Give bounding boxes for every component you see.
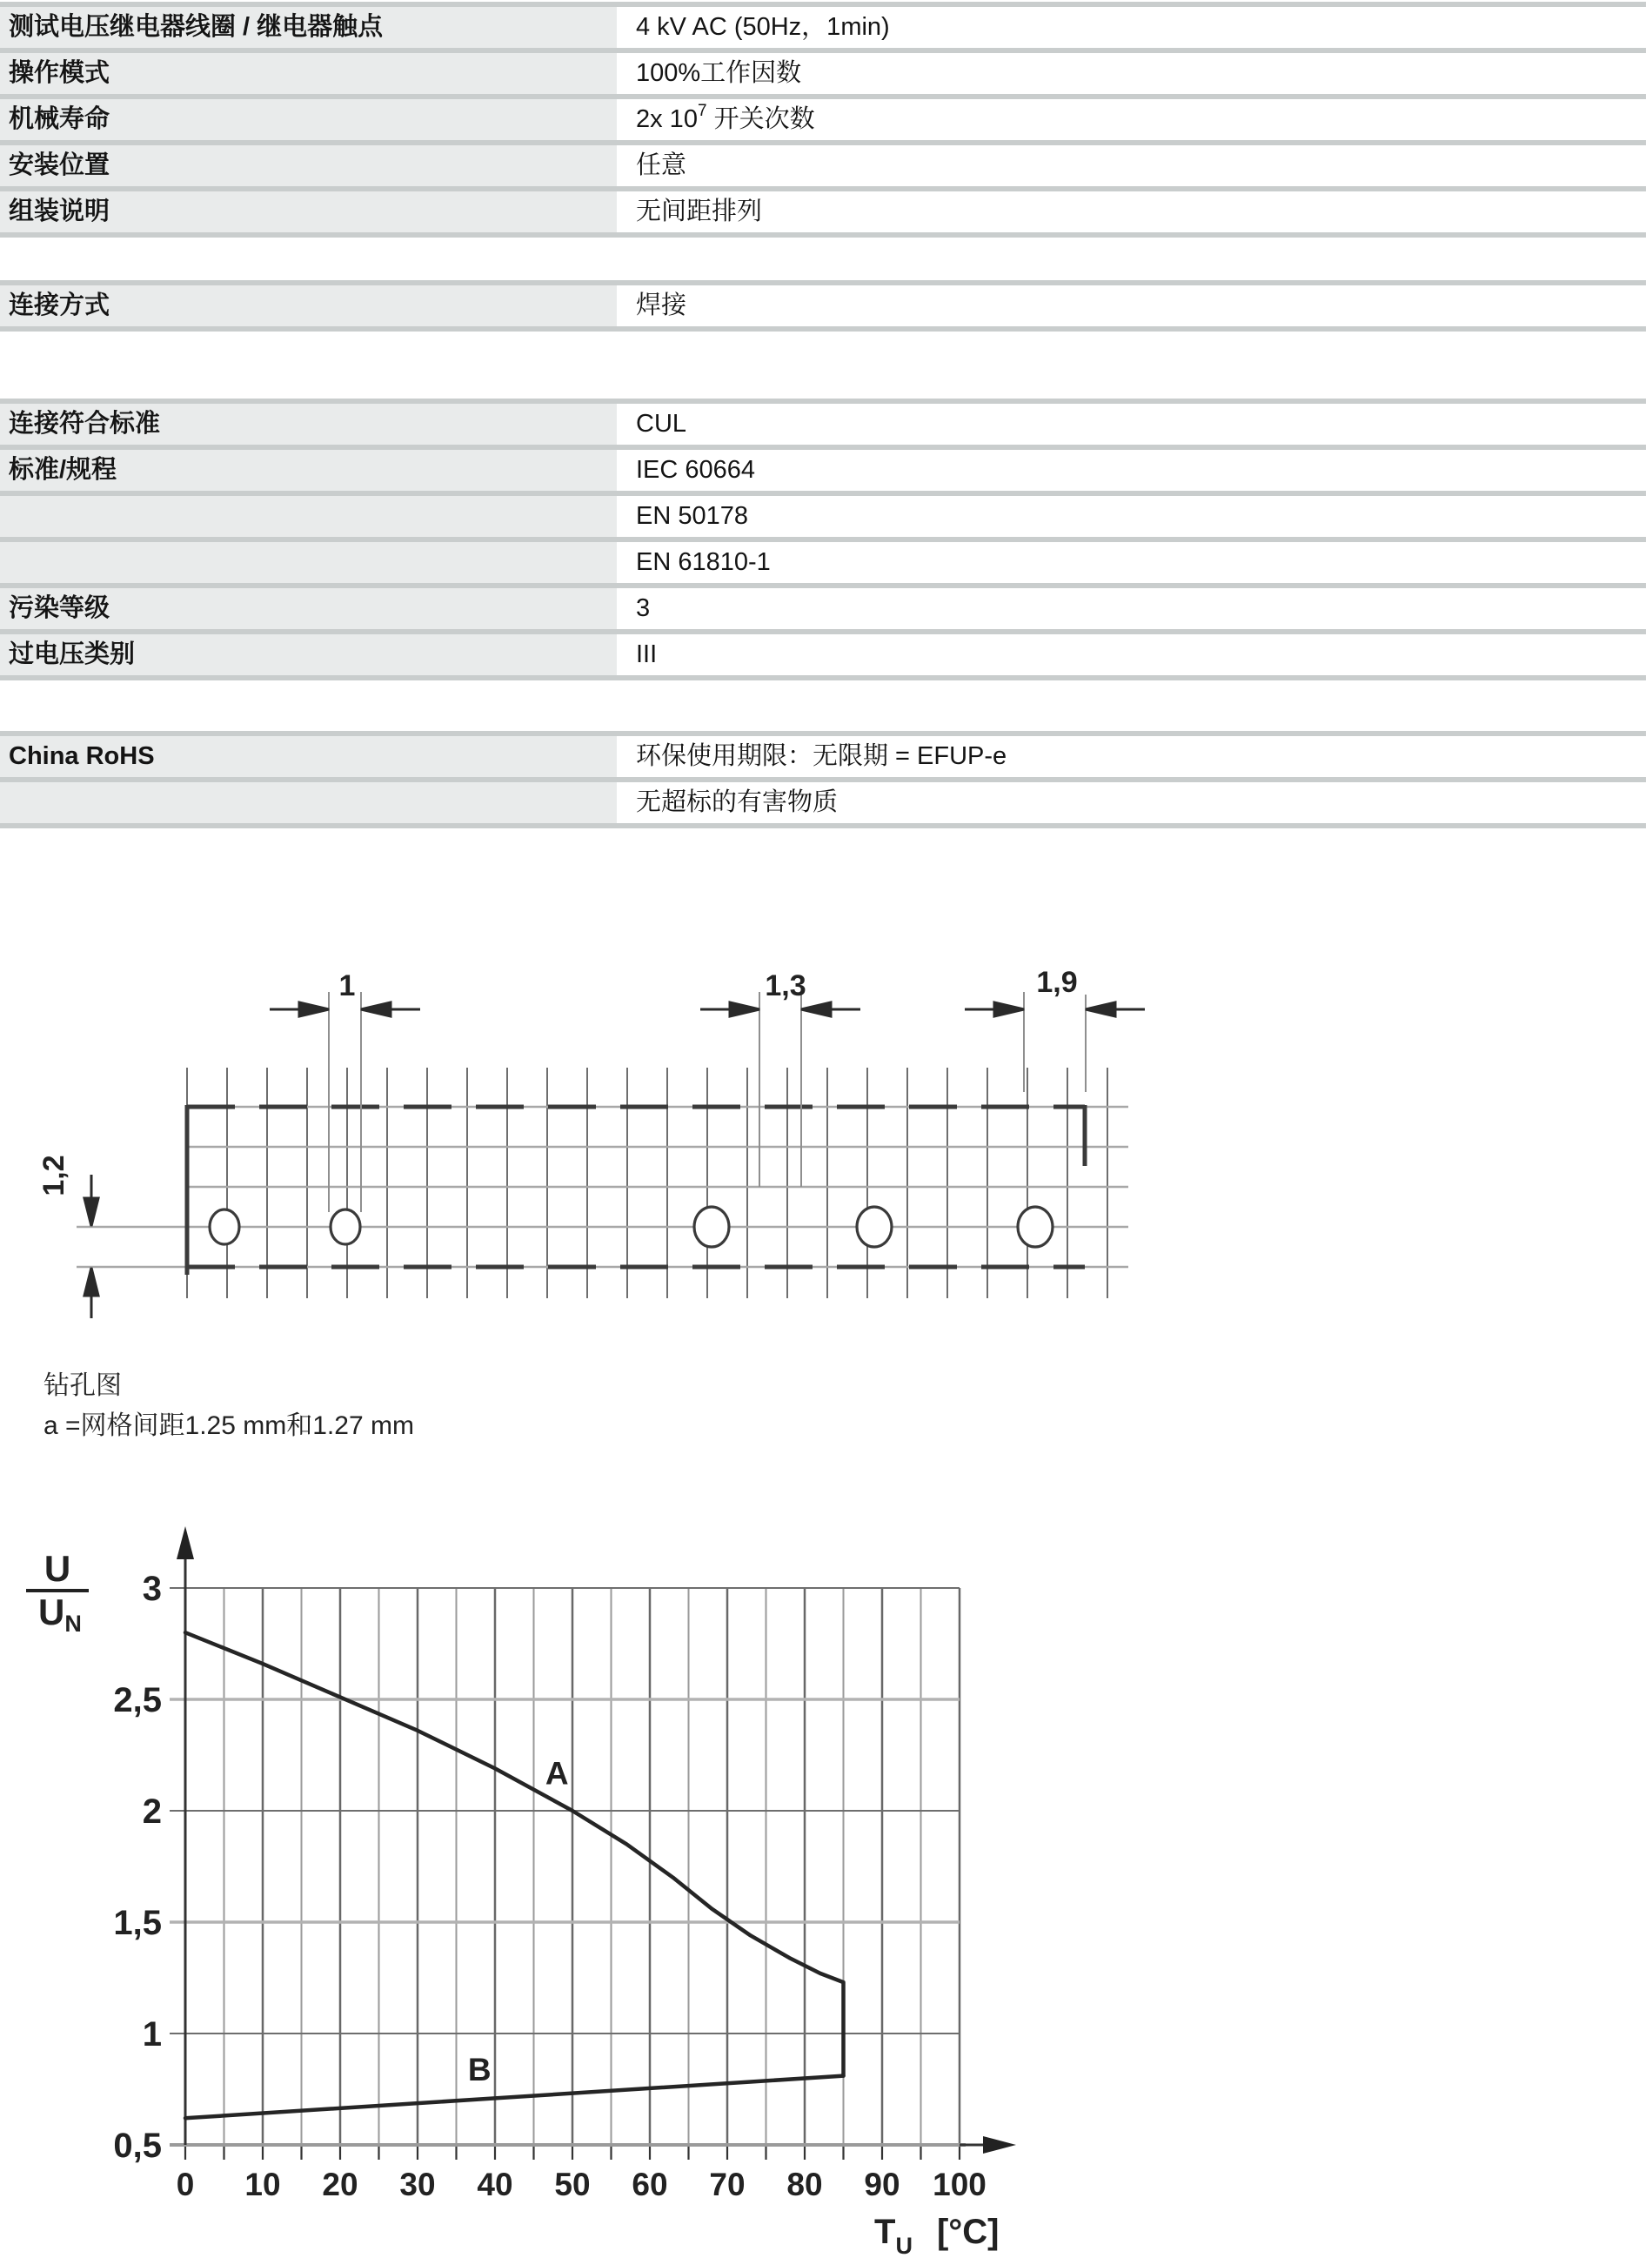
spec-label-cell: 安装位置 <box>0 145 617 186</box>
spec-label-cell: 过电压类别 <box>0 634 617 675</box>
spec-value-cell: 4 kV AC (50Hz，1min) <box>625 7 1646 48</box>
spec-row <box>0 782 1646 828</box>
spec-value-cell: 2x $10^7$ 开关次数 <box>625 99 1646 140</box>
x-axis-label: $T_U$ [°C] <box>874 2213 1000 2258</box>
spec-value-cell: 无间距排列 <box>625 191 1646 232</box>
y-axis-label-denominator: UN <box>38 1591 82 1637</box>
y-axis-arrow-icon <box>177 1526 194 1559</box>
spec-label-cell: 操作模式 <box>0 53 617 94</box>
spec-value-cell: 3 <box>625 588 1646 629</box>
spec-label-cell: 组装说明 <box>0 191 617 232</box>
spec-label-cell: 连接方式 <box>0 285 617 326</box>
y-tick-label: 3 <box>142 1570 162 1608</box>
chart-curves <box>185 1632 844 2118</box>
diagram-caption-title: 钻孔图 <box>43 1371 122 1400</box>
dim-label-1: 1 <box>338 969 356 1002</box>
spec-row <box>0 99 1646 145</box>
spec-label-cell <box>0 542 617 583</box>
dim-label-1-9: 1,9 <box>1036 966 1078 999</box>
spec-label-cell: 测试电压继电器线圈 / 继电器触点 <box>0 7 617 48</box>
spec-row <box>0 404 1646 450</box>
spec-value-cell: III <box>625 634 1646 675</box>
series-label-A: A <box>545 1755 569 1792</box>
spec-row <box>0 191 1646 238</box>
spec-row <box>0 736 1646 782</box>
spec-row <box>0 145 1646 191</box>
spec-section-standards <box>0 399 1646 680</box>
spec-section-china-rohs <box>0 731 1646 828</box>
spec-section-general <box>0 2 1646 238</box>
x-tick-label: 10 <box>244 2167 281 2202</box>
drill-hole <box>331 1209 360 1244</box>
spec-value-cell: EN 61810-1 <box>625 542 1646 583</box>
spec-label-cell: 标准/规程 <box>0 450 617 491</box>
spec-row <box>0 7 1646 53</box>
spec-value-cell: EN 50178 <box>625 496 1646 537</box>
x-tick-label: 20 <box>322 2167 358 2202</box>
drill-hole <box>210 1209 239 1244</box>
series-label-B: B <box>467 2051 492 2087</box>
drill-grid <box>77 1068 1128 1298</box>
dim-label-1-2: 1,2 <box>37 1155 70 1196</box>
x-tick-label: 80 <box>786 2167 823 2202</box>
x-tick-label: 0 <box>176 2167 195 2202</box>
spec-value-cell: 任意 <box>625 145 1646 186</box>
curve-B <box>185 2076 844 2119</box>
spec-label-cell <box>0 496 617 537</box>
spec-label-cell: 连接符合标准 <box>0 404 617 445</box>
spec-label-cell: China RoHS <box>0 736 617 777</box>
x-tick-label: 30 <box>399 2167 436 2202</box>
y-tick-label: 0,5 <box>113 2127 162 2165</box>
left-dimension <box>84 1175 98 1318</box>
drill-diagram <box>0 957 1218 1462</box>
drill-hole <box>857 1207 892 1247</box>
x-tick-label: 40 <box>477 2167 513 2202</box>
spec-row <box>0 53 1646 99</box>
spec-row <box>0 634 1646 680</box>
diagram-caption-note: a =网格间距1.25 mm和1.27 mm <box>43 1411 414 1440</box>
spec-row <box>0 542 1646 588</box>
dimension-arrows <box>270 1002 1145 1016</box>
spec-row <box>0 496 1646 542</box>
y-axis-label <box>26 1548 89 1637</box>
y-tick-label: 1 <box>142 2015 162 2054</box>
x-tick-label: 50 <box>554 2167 591 2202</box>
spec-row <box>0 285 1646 332</box>
spec-value-cell: 无超标的有害物质 <box>625 782 1646 823</box>
y-tick-label: 2,5 <box>113 1681 162 1719</box>
spec-value-cell: CUL <box>625 404 1646 445</box>
x-tick-label: 70 <box>709 2167 746 2202</box>
y-tick-label: 1,5 <box>113 1904 162 1942</box>
superscript: 7 <box>697 102 707 120</box>
spec-row <box>0 588 1646 634</box>
drill-hole <box>1018 1207 1053 1247</box>
spec-section-connection <box>0 280 1646 332</box>
x-axis-arrow-icon <box>983 2136 1016 2154</box>
x-tick-label: 60 <box>632 2167 668 2202</box>
derating-chart <box>0 1514 1087 2258</box>
y-axis-label-numerator: U <box>43 1548 71 1589</box>
y-tick-label: 2 <box>142 1792 162 1831</box>
x-tick-label: 90 <box>864 2167 900 2202</box>
dim-label-1-3: 1,3 <box>765 969 806 1002</box>
spec-value-cell: 环保使用期限：无限期 = EFUP-e <box>625 736 1646 777</box>
spec-label-cell: 污染等级 <box>0 588 617 629</box>
x-tick-label: 100 <box>933 2167 987 2202</box>
spec-value-cell: 焊接 <box>625 285 1646 326</box>
spec-row <box>0 450 1646 496</box>
spec-value-cell: IEC 60664 <box>625 450 1646 491</box>
spec-label-cell <box>0 782 617 823</box>
spec-label-cell: 机械寿命 <box>0 99 617 140</box>
drill-hole <box>694 1207 729 1247</box>
spec-value-cell: 100%工作因数 <box>625 53 1646 94</box>
chart-tick-labels <box>113 1570 986 2202</box>
